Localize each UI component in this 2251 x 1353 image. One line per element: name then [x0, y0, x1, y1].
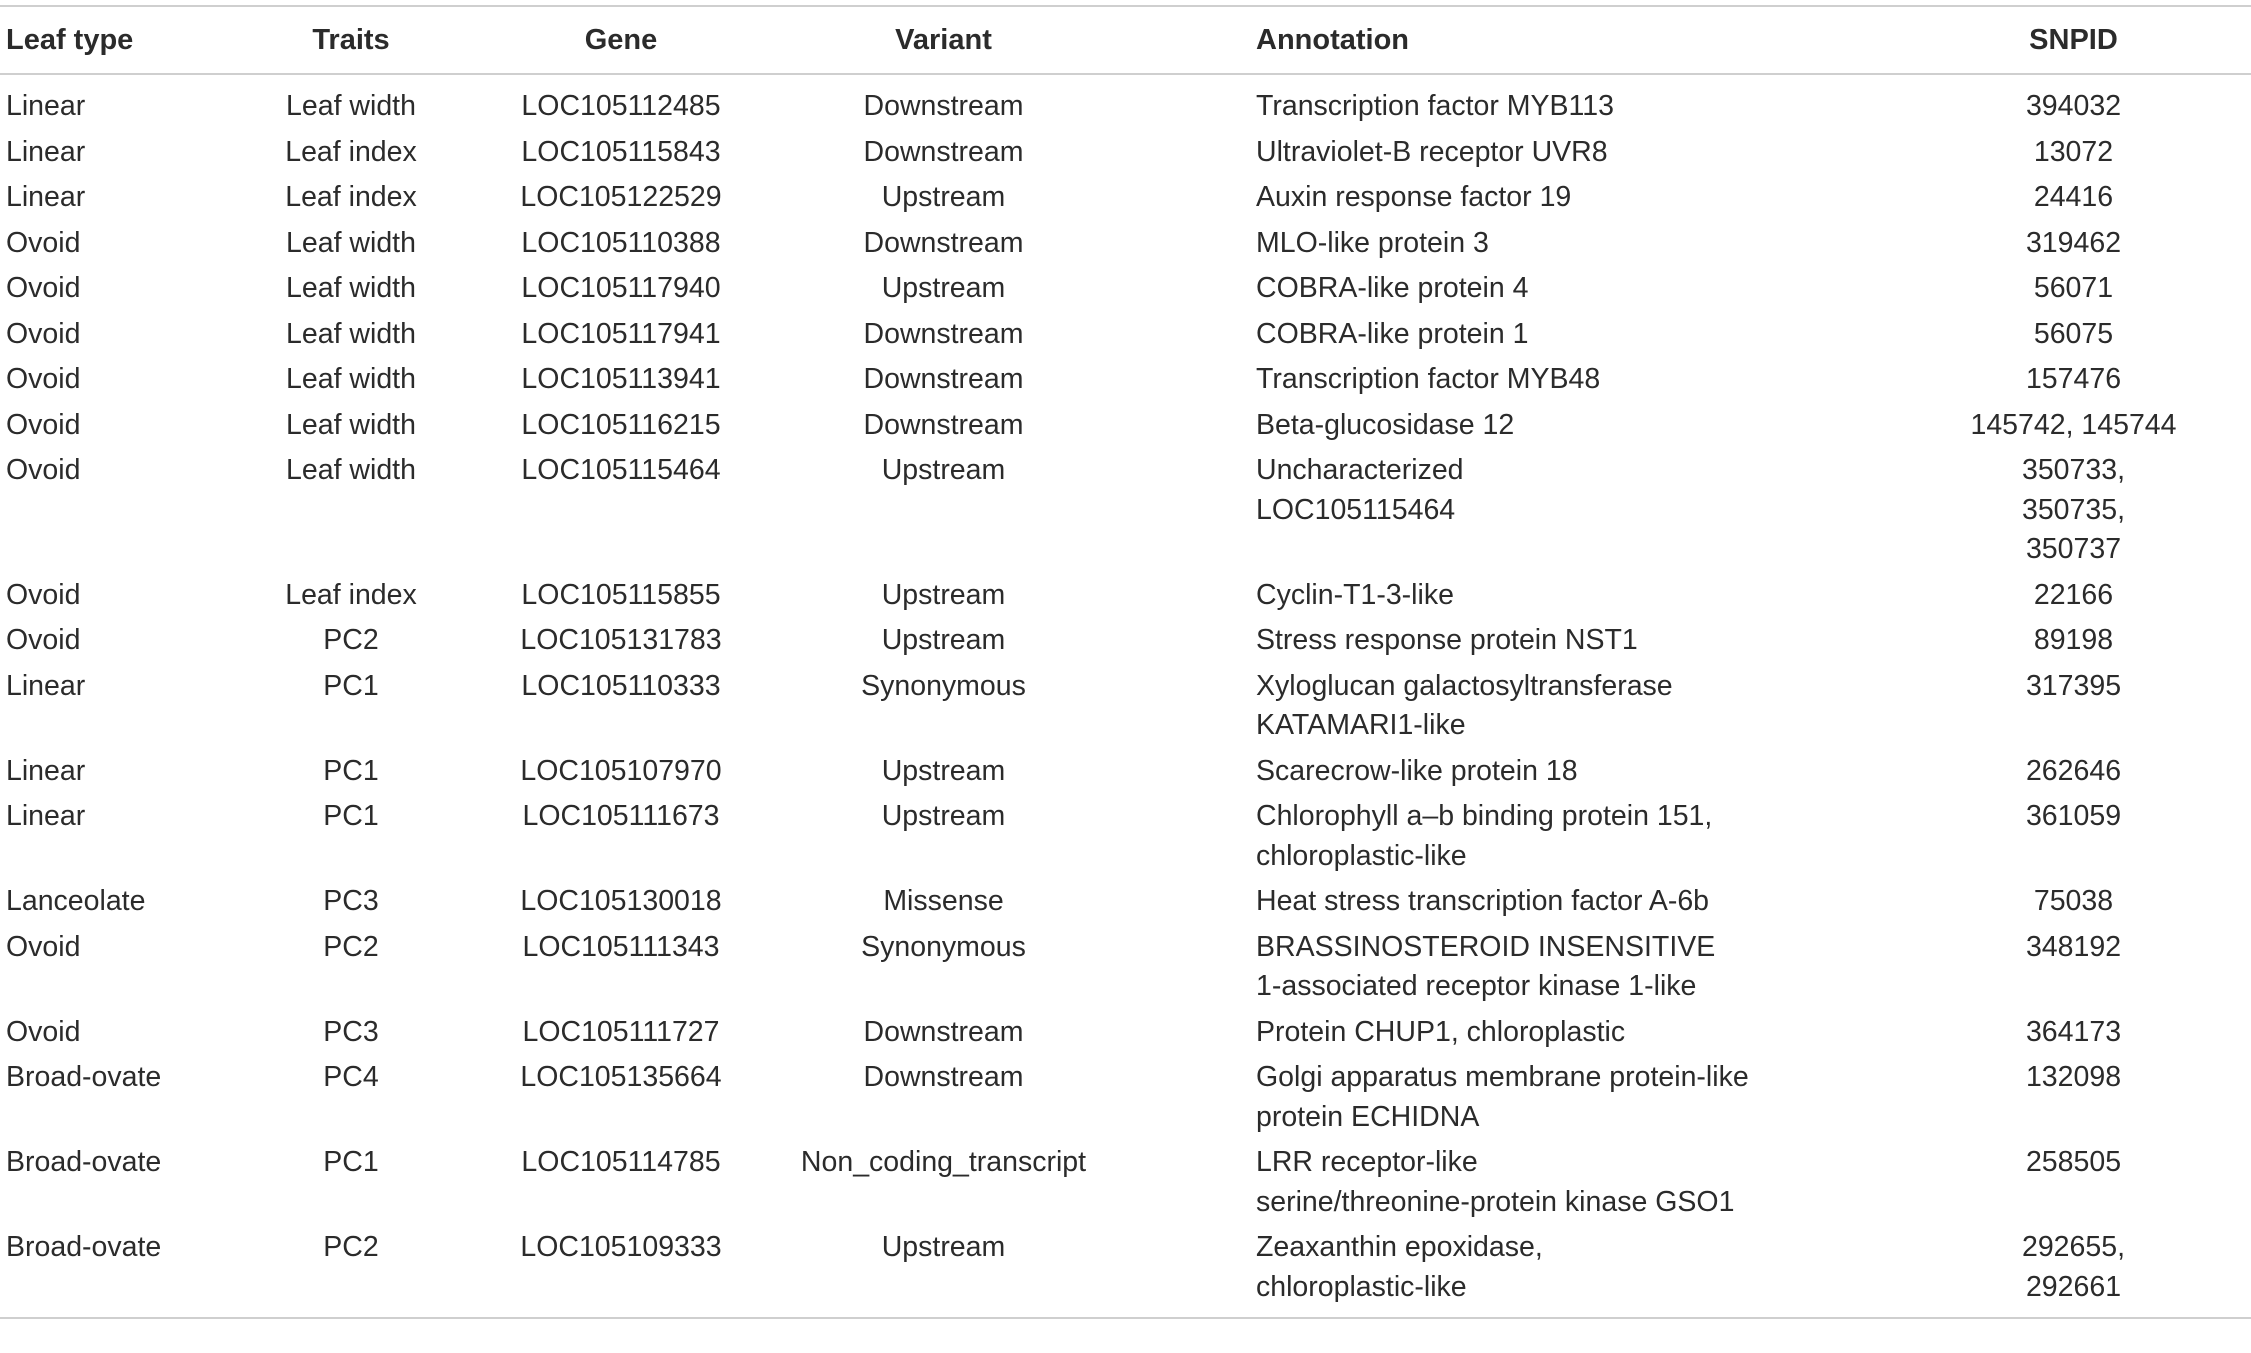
cell-annotation: [1111, 793, 1896, 878]
cell-annotation-line: BRASSINOSTEROID INSENSITIVE: [1256, 930, 1716, 963]
cell-snpid: [1896, 878, 2251, 924]
cell-leaf-type: Linear: [6, 90, 86, 122]
cell-annotation-line: LOC105115464: [1256, 493, 1456, 526]
cell-leaf-type: Ovoid: [6, 317, 81, 350]
header-gene: Gene: [584, 23, 658, 56]
cell-snpid-line: 132098: [2025, 1061, 2122, 1093]
header-row: [0, 6, 2251, 74]
cell-variant: Downstream: [863, 1015, 1024, 1048]
cell-gene: LOC105115843: [521, 135, 721, 168]
cell-traits: PC2: [323, 1231, 379, 1263]
cell-traits: PC1: [323, 754, 379, 787]
cell-variant: Synonymous: [861, 669, 1026, 702]
cell-snpid-line: 319462: [2025, 226, 2122, 259]
table-row: [0, 311, 2251, 357]
table-row: [0, 1224, 2251, 1318]
cell-variant: Upstream: [881, 578, 1006, 611]
cell-annotation-line: Xyloglucan galactosyltransferase: [1256, 669, 1673, 702]
cell-annotation: [1111, 617, 1896, 663]
cell-traits: Leaf width: [286, 272, 416, 304]
cell-snpid: [1896, 74, 2251, 129]
cell-gene: LOC105135664: [520, 1061, 722, 1093]
cell-leaf-type: Ovoid: [6, 624, 81, 656]
cell-variant: Downstream: [863, 90, 1024, 122]
cell-annotation: [1111, 220, 1896, 266]
table-row: [0, 924, 2251, 1009]
cell-annotation: [1111, 402, 1896, 448]
header-snpid: SNPID: [2029, 23, 2118, 56]
cell-traits: Leaf width: [286, 363, 416, 395]
cell-annotation-line: protein ECHIDNA: [1256, 1100, 1480, 1133]
table-row: [0, 572, 2251, 618]
cell-snpid-line: 75038: [2033, 885, 2114, 917]
cell-leaf-type: Ovoid: [6, 930, 81, 963]
cell-leaf-type: Ovoid: [6, 272, 81, 304]
header-leaf-type: Leaf type: [6, 23, 134, 56]
cell-annotation-line: Cyclin-T1-3-like: [1256, 578, 1454, 611]
cell-traits: PC1: [323, 800, 379, 832]
cell-snpid-line: 350733,: [2021, 454, 2126, 486]
cell-traits: PC1: [323, 1146, 379, 1178]
cell-snpid-line: 258505: [2025, 1146, 2122, 1178]
header-traits: Traits: [312, 23, 390, 56]
cell-annotation-line: Auxin response factor 19: [1256, 181, 1572, 213]
cell-leaf-type: Ovoid: [6, 363, 81, 395]
cell-annotation: [1111, 311, 1896, 357]
cell-leaf-type: Linear: [6, 669, 86, 702]
cell-snpid-line: 364173: [2025, 1015, 2122, 1048]
cell-snpid: [1896, 1009, 2251, 1055]
cell-snpid-line: 13072: [2033, 135, 2114, 168]
snp-annotation-table: [0, 5, 2251, 1319]
cell-annotation: [1111, 447, 1896, 572]
cell-variant: Synonymous: [861, 930, 1026, 963]
cell-leaf-type: Broad-ovate: [6, 1061, 162, 1093]
header-annotation: Annotation: [1256, 23, 1410, 56]
cell-gene: LOC105130018: [520, 885, 722, 917]
cell-snpid: [1896, 572, 2251, 618]
cell-leaf-type: Ovoid: [6, 454, 81, 486]
cell-variant: Upstream: [881, 754, 1006, 787]
cell-annotation-line: COBRA-like protein 1: [1256, 317, 1529, 350]
cell-variant: Downstream: [863, 1061, 1024, 1093]
cell-variant: Downstream: [863, 363, 1024, 395]
cell-variant: Upstream: [881, 800, 1006, 832]
cell-gene: LOC105113941: [521, 363, 721, 395]
cell-leaf-type: Ovoid: [6, 1015, 81, 1048]
cell-annotation-line: Transcription factor MYB113: [1256, 90, 1614, 122]
cell-variant: Non_coding_transcript: [800, 1146, 1087, 1178]
cell-annotation: [1111, 663, 1896, 748]
cell-leaf-type: Broad-ovate: [6, 1146, 162, 1178]
cell-annotation: [1111, 174, 1896, 220]
cell-variant: Downstream: [863, 408, 1024, 441]
cell-traits: Leaf width: [286, 90, 416, 122]
table-row: [0, 1139, 2251, 1224]
table-row: [0, 129, 2251, 175]
cell-annotation-line: MLO-like protein 3: [1256, 226, 1489, 259]
cell-leaf-type: Linear: [6, 754, 86, 787]
cell-snpid: [1896, 356, 2251, 402]
cell-leaf-type: Broad-ovate: [6, 1231, 162, 1263]
cell-traits: Leaf index: [285, 181, 417, 213]
cell-gene: LOC105131783: [520, 624, 722, 656]
cell-annotation-line: Ultraviolet-B receptor UVR8: [1256, 135, 1608, 168]
cell-annotation-line: Stress response protein NST1: [1256, 624, 1638, 656]
cell-snpid: [1896, 174, 2251, 220]
table-row: [0, 402, 2251, 448]
cell-leaf-type: Linear: [6, 800, 86, 832]
cell-gene: LOC105114785: [521, 1146, 721, 1178]
cell-annotation-line: chloroplastic-like: [1256, 839, 1467, 872]
cell-traits: Leaf width: [286, 226, 416, 259]
cell-snpid-line: 361059: [2025, 800, 2122, 832]
cell-variant: Downstream: [863, 317, 1024, 350]
table-row: [0, 220, 2251, 266]
cell-traits: PC2: [323, 624, 379, 656]
cell-annotation-line: Beta-glucosidase 12: [1256, 408, 1515, 441]
cell-snpid-line: 350735,: [2021, 493, 2126, 526]
cell-snpid: [1896, 129, 2251, 175]
cell-snpid: [1896, 924, 2251, 1009]
cell-annotation: [1111, 1139, 1896, 1224]
cell-leaf-type: Lanceolate: [6, 885, 146, 917]
cell-annotation-line: 1-associated receptor kinase 1-like: [1256, 970, 1697, 1002]
table-row: [0, 265, 2251, 311]
table-row: [0, 174, 2251, 220]
cell-snpid-line: 292661: [2025, 1270, 2122, 1303]
cell-annotation: [1111, 129, 1896, 175]
cell-annotation: [1111, 356, 1896, 402]
table-row: [0, 74, 2251, 129]
cell-snpid: [1896, 1224, 2251, 1318]
cell-traits: Leaf width: [286, 454, 416, 486]
cell-snpid-line: 24416: [2033, 181, 2114, 213]
cell-snpid: [1896, 220, 2251, 266]
cell-leaf-type: Ovoid: [6, 578, 81, 611]
cell-variant: Upstream: [881, 1231, 1006, 1263]
table-row: [0, 878, 2251, 924]
table-row: [0, 447, 2251, 572]
cell-snpid-line: 22166: [2033, 578, 2114, 611]
cell-gene: LOC105117940: [521, 272, 721, 304]
cell-leaf-type: Ovoid: [6, 226, 81, 259]
cell-variant: Downstream: [863, 135, 1024, 168]
cell-annotation: [1111, 1224, 1896, 1318]
cell-snpid: [1896, 793, 2251, 878]
cell-snpid: [1896, 663, 2251, 748]
cell-gene: LOC105112485: [521, 90, 721, 122]
table-row: [0, 356, 2251, 402]
cell-snpid-line: 394032: [2025, 90, 2122, 122]
cell-snpid: [1896, 1139, 2251, 1224]
cell-leaf-type: Linear: [6, 135, 86, 168]
cell-snpid-line: 317395: [2025, 669, 2122, 702]
table-row: [0, 663, 2251, 748]
cell-annotation-line: Golgi apparatus membrane protein-like: [1256, 1061, 1749, 1093]
table-header: [0, 6, 2251, 74]
cell-snpid-line: 56071: [2033, 272, 2114, 304]
cell-traits: Leaf index: [285, 578, 417, 611]
table-row: [0, 1054, 2251, 1139]
cell-annotation: [1111, 572, 1896, 618]
cell-traits: PC4: [323, 1061, 379, 1093]
cell-variant: Downstream: [863, 226, 1024, 259]
cell-traits: Leaf index: [285, 135, 417, 168]
cell-gene: LOC105115855: [521, 578, 721, 611]
cell-annotation-line: Chlorophyll a–b binding protein 151,: [1256, 800, 1713, 832]
snp-table-container: [0, 5, 2177, 1319]
cell-gene: LOC105111343: [522, 930, 720, 963]
cell-snpid-line: 292655,: [2021, 1231, 2126, 1263]
cell-snpid-line: 157476: [2025, 363, 2122, 395]
cell-snpid: [1896, 311, 2251, 357]
cell-traits: PC3: [323, 1015, 379, 1048]
cell-annotation: [1111, 878, 1896, 924]
cell-annotation-line: Protein CHUP1, chloroplastic: [1256, 1015, 1626, 1048]
cell-gene: LOC105109333: [520, 1231, 722, 1263]
cell-snpid: [1896, 265, 2251, 311]
cell-annotation-line: Zeaxanthin epoxidase,: [1256, 1231, 1543, 1263]
cell-gene: LOC105116215: [521, 408, 721, 441]
table-row: [0, 1009, 2251, 1055]
cell-variant: Upstream: [881, 454, 1006, 486]
cell-gene: LOC105111727: [522, 1015, 720, 1048]
cell-annotation-line: Heat stress transcription factor A-6b: [1256, 885, 1710, 917]
cell-traits: Leaf width: [286, 317, 416, 350]
cell-gene: LOC105107970: [520, 754, 722, 787]
cell-gene: LOC105115464: [521, 454, 721, 486]
cell-gene: LOC105110333: [521, 669, 721, 702]
cell-traits: PC1: [323, 669, 379, 702]
cell-annotation-line: KATAMARI1-like: [1256, 709, 1466, 741]
cell-annotation-line: chloroplastic-like: [1256, 1270, 1467, 1303]
cell-snpid-line: 145742, 145744: [1970, 408, 2177, 441]
cell-leaf-type: Ovoid: [6, 408, 81, 441]
cell-snpid-line: 89198: [2033, 624, 2114, 656]
cell-snpid: [1896, 402, 2251, 448]
cell-annotation-line: serine/threonine-protein kinase GSO1: [1256, 1185, 1735, 1218]
cell-traits: PC2: [323, 930, 379, 963]
cell-snpid: [1896, 447, 2251, 572]
cell-snpid-line: 348192: [2025, 930, 2122, 963]
cell-variant: Upstream: [881, 624, 1006, 656]
cell-annotation-line: LRR receptor-like: [1256, 1146, 1478, 1178]
cell-leaf-type: Linear: [6, 181, 86, 213]
cell-traits: PC3: [323, 885, 379, 917]
cell-annotation-line: Uncharacterized: [1256, 454, 1464, 486]
cell-snpid: [1896, 617, 2251, 663]
cell-annotation: [1111, 74, 1896, 129]
cell-gene: LOC105122529: [520, 181, 722, 213]
table-row: [0, 748, 2251, 794]
cell-variant: Upstream: [881, 272, 1006, 304]
cell-snpid: [1896, 1054, 2251, 1139]
cell-annotation: [1111, 265, 1896, 311]
cell-variant: Missense: [883, 885, 1004, 917]
cell-annotation-line: COBRA-like protein 4: [1256, 272, 1529, 304]
cell-annotation: [1111, 1054, 1896, 1139]
table-row: [0, 793, 2251, 878]
cell-annotation-line: Scarecrow-like protein 18: [1256, 754, 1578, 787]
cell-annotation: [1111, 748, 1896, 794]
cell-snpid: [1896, 748, 2251, 794]
cell-gene: LOC105110388: [521, 226, 721, 259]
table-body: [0, 74, 2251, 1318]
cell-variant: Upstream: [881, 181, 1006, 213]
header-variant: Variant: [895, 23, 992, 56]
cell-snpid-line: 56075: [2033, 317, 2114, 350]
cell-traits: Leaf width: [286, 408, 416, 441]
cell-annotation: [1111, 1009, 1896, 1055]
cell-annotation: [1111, 924, 1896, 1009]
cell-annotation-line: Transcription factor MYB48: [1256, 363, 1601, 395]
cell-snpid-line: 350737: [2025, 533, 2122, 565]
cell-gene: LOC105111673: [522, 800, 720, 832]
cell-snpid-line: 262646: [2025, 754, 2122, 787]
cell-gene: LOC105117941: [521, 317, 721, 350]
table-row: [0, 617, 2251, 663]
